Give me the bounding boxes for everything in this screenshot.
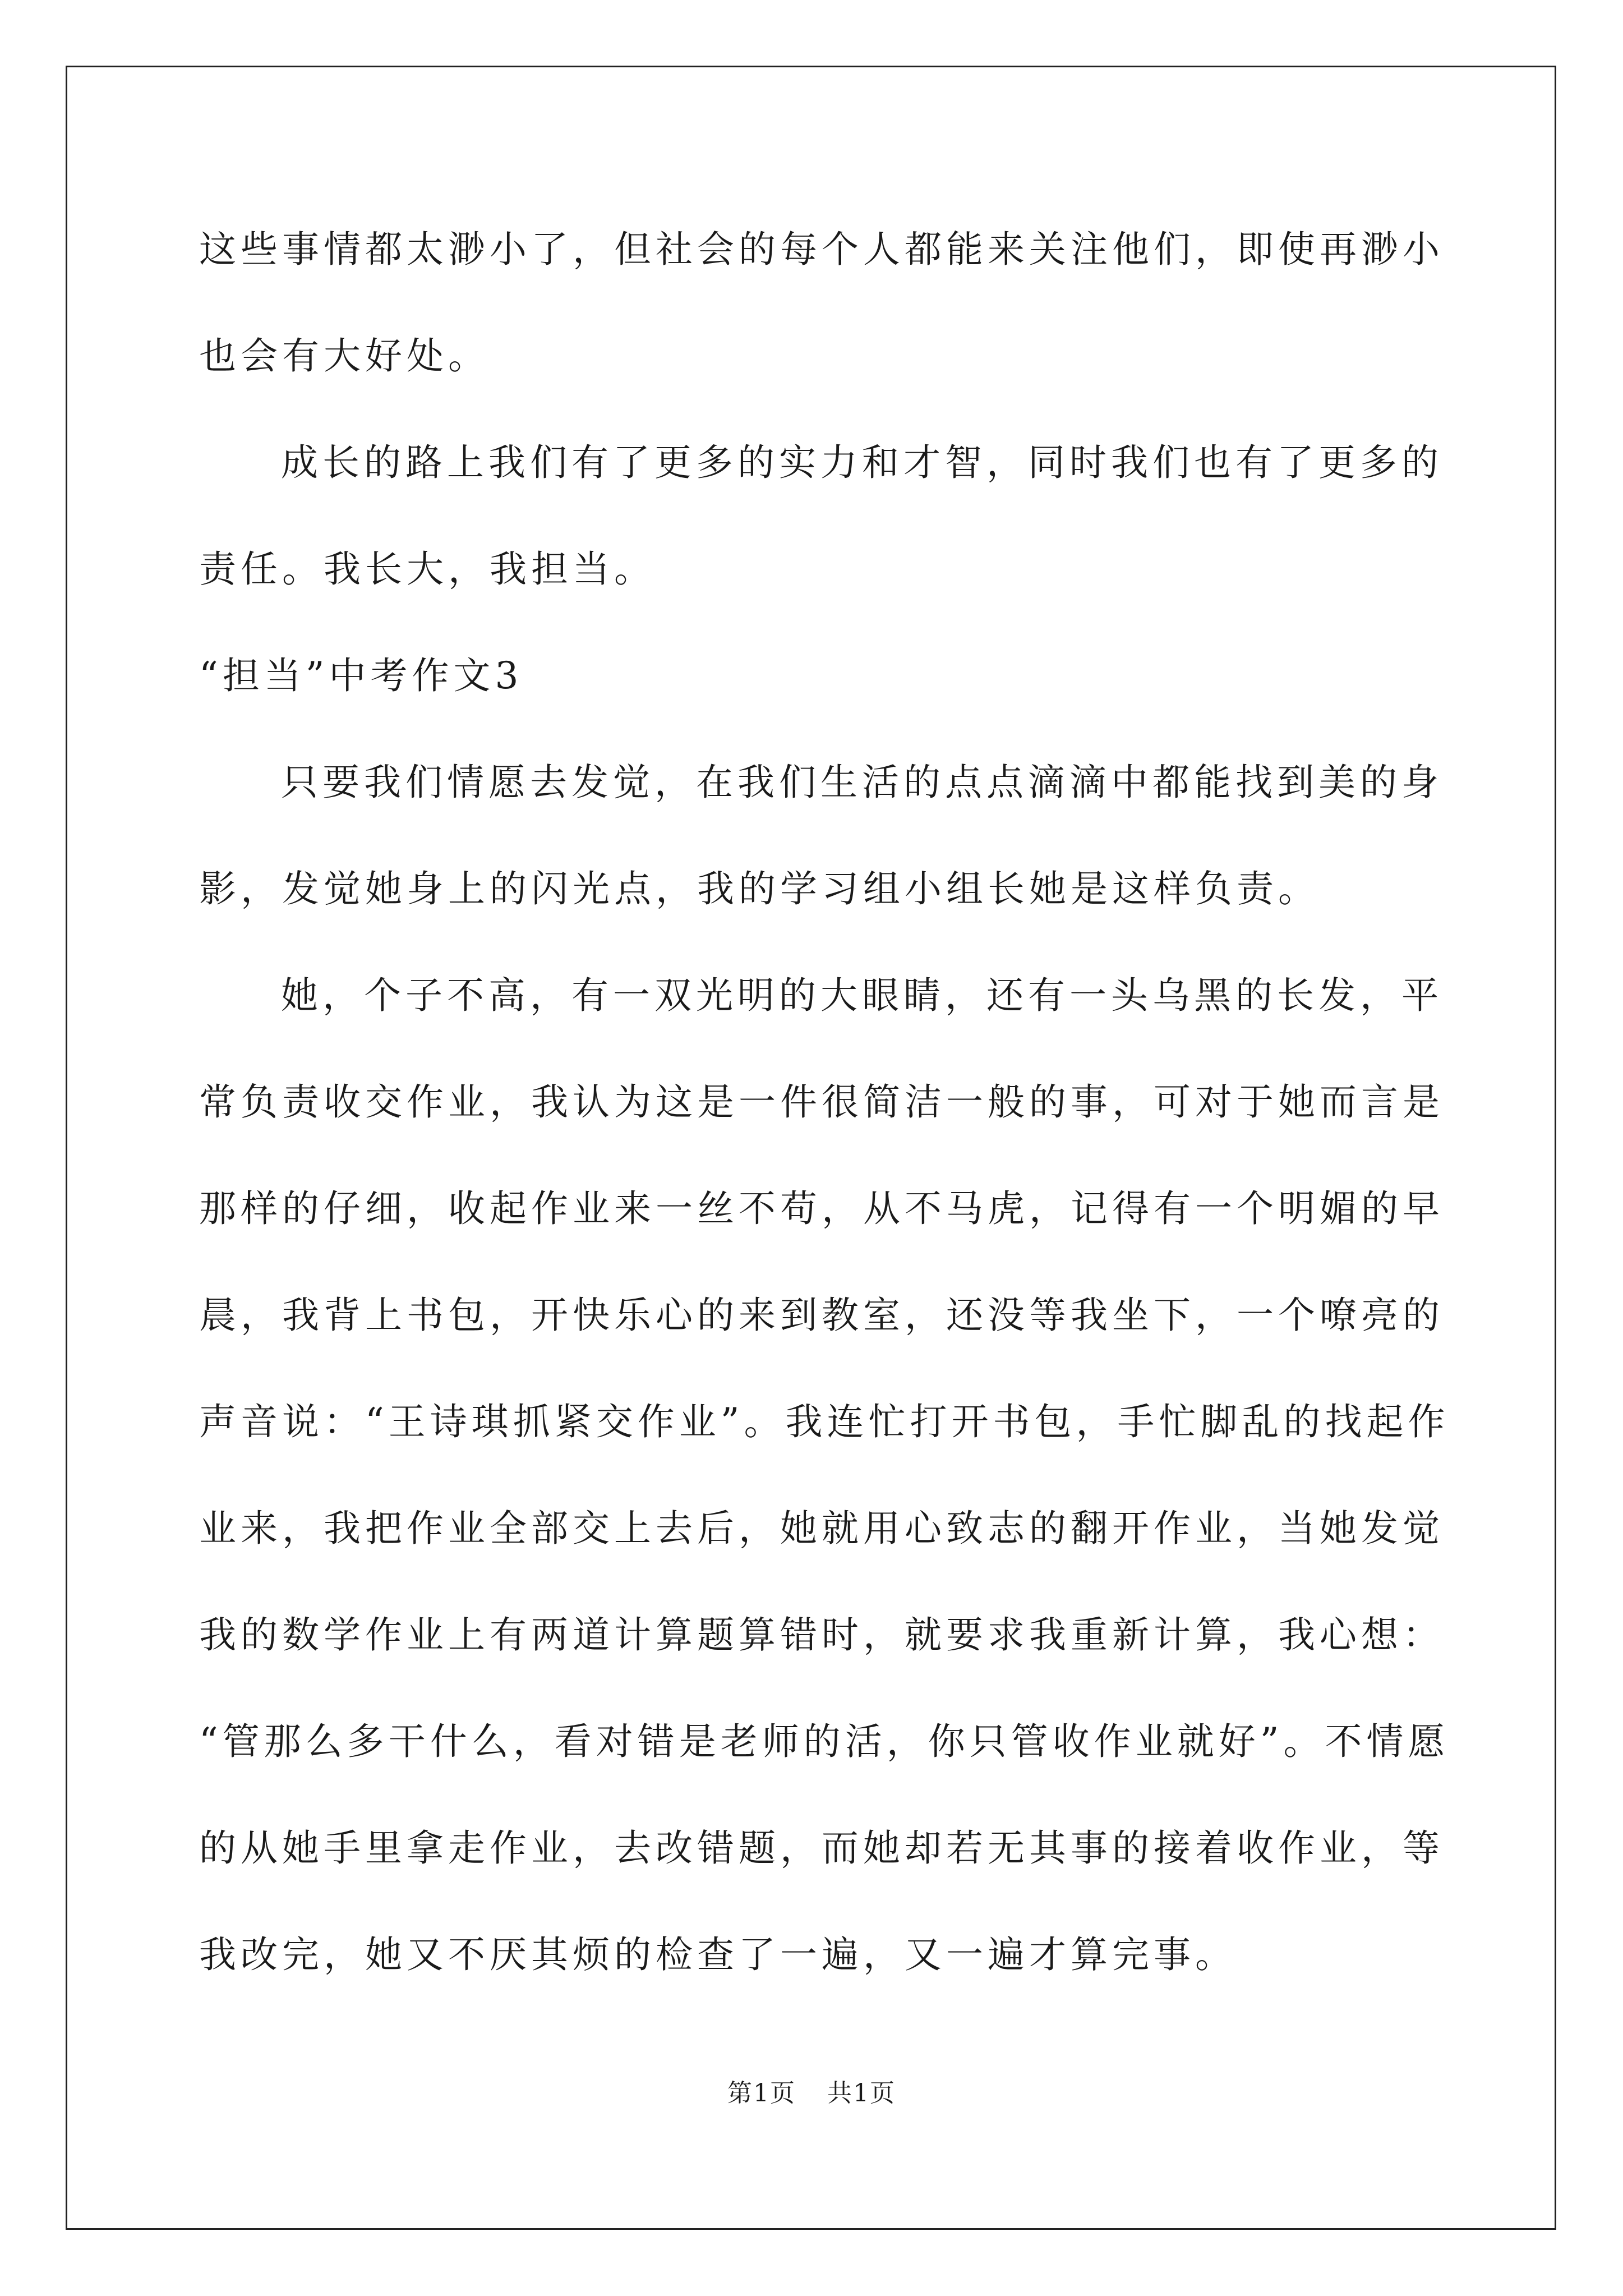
section-heading: “担当”中考作文3 (199, 654, 523, 697)
text-line: 影，发觉她身上的闪光点，我的学习组小组长她是这样负责。 (199, 867, 1320, 910)
text-line: 我改完，她又不厌其烦的检查了一遍，又一遍才算完事。 (199, 1933, 1237, 1976)
text-line: 我的数学作业上有两道计算题算错时，就要求我重新计算，我心想： (199, 1613, 1444, 1657)
text-line: 只要我们情愿去发觉，在我们生活的点点滴滴中都能找到美的身 (281, 761, 1443, 804)
page-number-total: 共1页 (827, 2079, 896, 2108)
text-line: 业来，我把作业全部交上去后，她就用心致志的翻开作业，当她发觉 (199, 1507, 1444, 1550)
text-line: 也会有大好处。 (199, 334, 490, 378)
text-line: 责任。我长大，我担当。 (199, 547, 656, 591)
text-line: 成长的路上我们有了更多的实力和才智，同时我们也有了更多的 (281, 441, 1443, 484)
paragraph-3 (199, 746, 1443, 959)
text-line: 她，个子不高，有一双光明的大眼睛，还有一头乌黑的长发，平 (281, 974, 1443, 1017)
paragraph-4 (199, 959, 1450, 2025)
text-line: 这些事情都太渺小了，但社会的每个人都能来关注他们，即使再渺小 (199, 228, 1444, 271)
paragraph-1 (199, 213, 1444, 426)
text-line: 声音说：“王诗琪抓紧交作业”。我连忙打开书包，手忙脚乱的找起作 (199, 1400, 1450, 1443)
text-line: 常负责收交作业，我认为这是一件很简洁一般的事，可对于她而言是 (199, 1080, 1444, 1124)
paragraph-2 (199, 426, 1443, 639)
page-number-current: 第1页 (727, 2079, 796, 2108)
document-body (199, 213, 1450, 2025)
page-footer (0, 2073, 1623, 2109)
text-line: 晨，我背上书包，开快乐心的来到教室，还没等我坐下，一个嘹亮的 (199, 1294, 1444, 1337)
text-line: “管那么多干什么，看对错是老师的活，你只管收作业就好”。不情愿 (199, 1720, 1450, 1763)
text-line: 那样的仔细，收起作业来一丝不苟，从不马虎，记得有一个明媚的早 (199, 1187, 1444, 1230)
text-line: 的从她手里拿走作业，去改错题，而她却若无其事的接着收作业，等 (199, 1826, 1444, 1870)
